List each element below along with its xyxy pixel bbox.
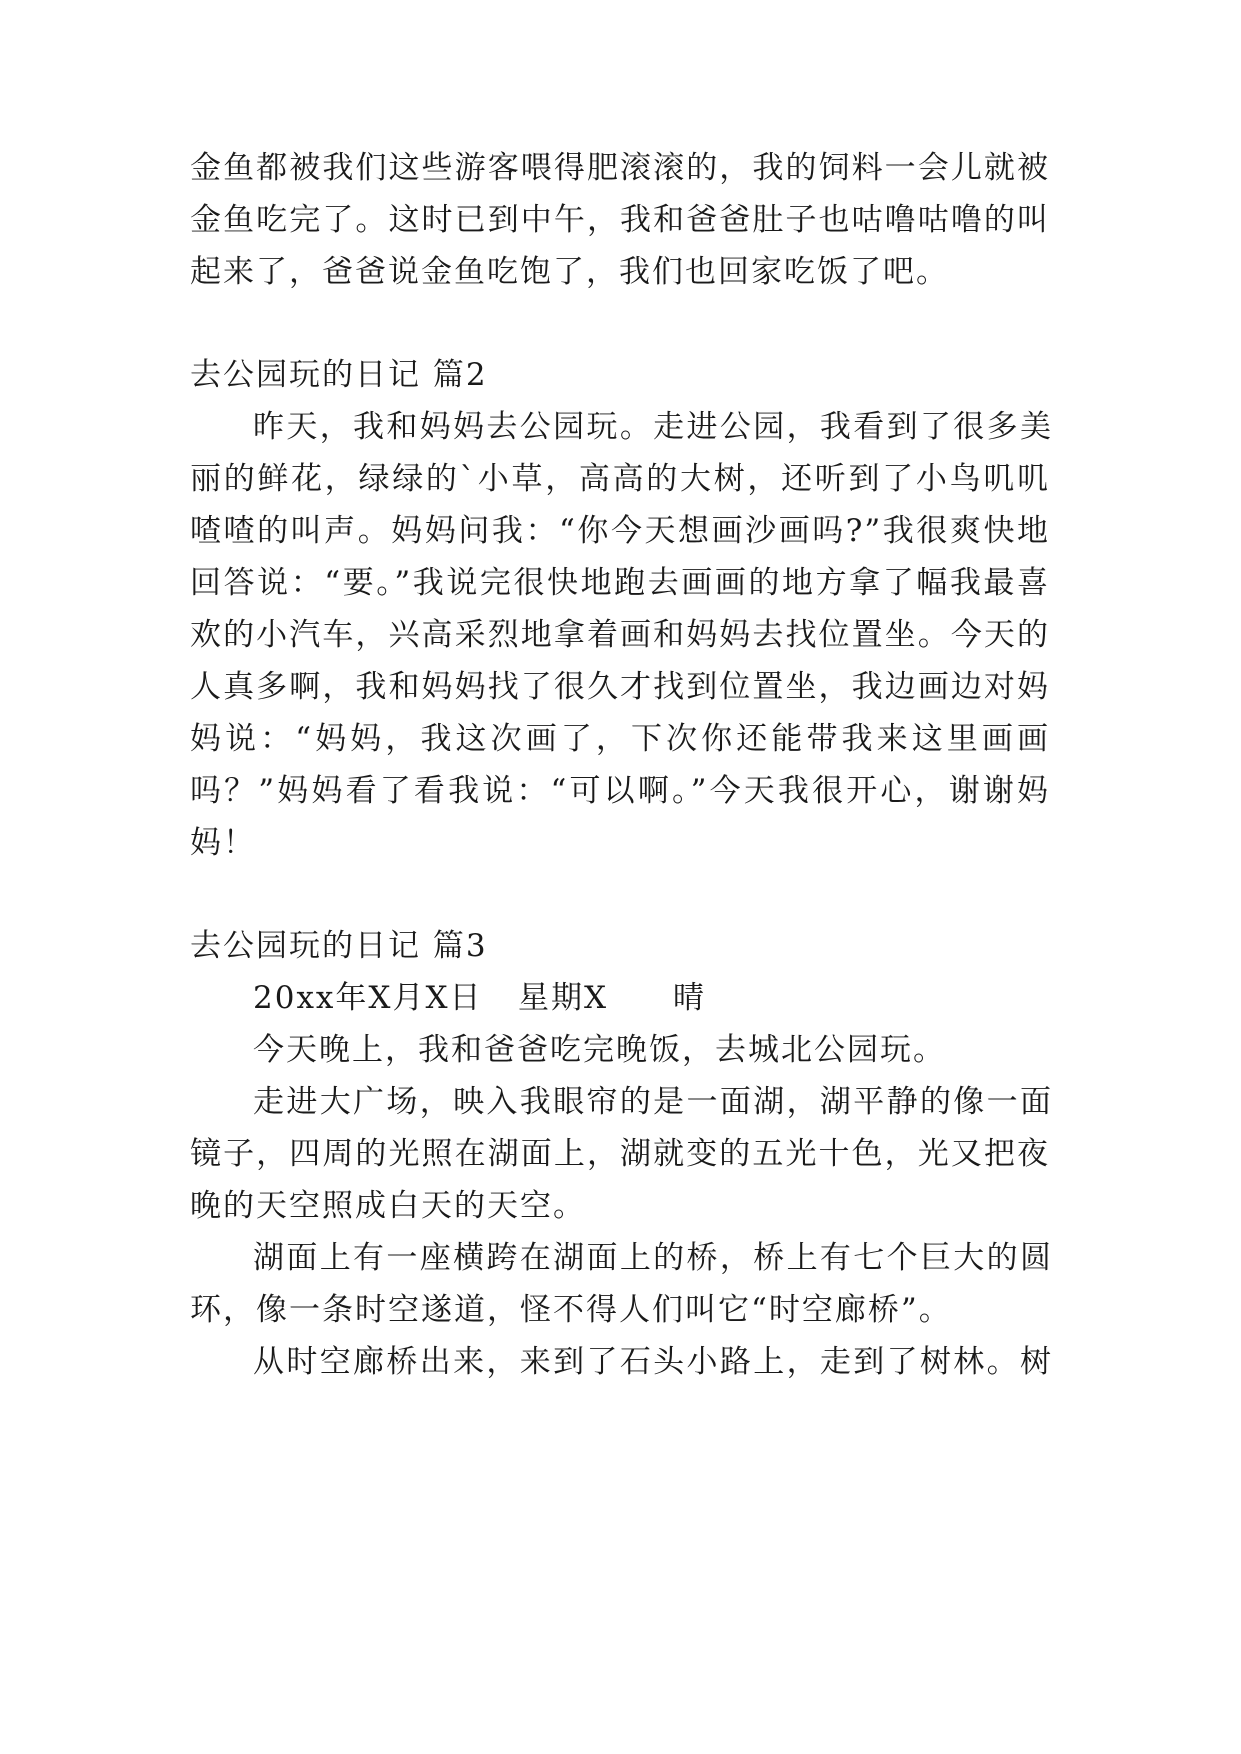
date-line [253, 978, 1053, 1018]
weather-text: 晴 [673, 980, 706, 1016]
paragraph-line: 金鱼吃完了。这时已到中午，我和爸爸肚子也咕噜咕噜的叫 [190, 202, 1050, 238]
paragraph-line: 晚的天空照成白天的天空。 [190, 1188, 586, 1224]
paragraph-line: 从时空廊桥出来，来到了石头小路上，走到了树林。树 [253, 1344, 1053, 1380]
paragraph-line: 金鱼都被我们这些游客喂得肥滚滚的，我的饲料一会儿就被 [190, 150, 1050, 186]
paragraph-line: 妈说：“妈妈，我这次画了，下次你还能带我来这里画画 [190, 721, 1050, 757]
paragraph-line: 今天晚上，我和爸爸吃完晚饭，去城北公园玩。 [253, 1032, 946, 1068]
paragraph-line: 妈！ [190, 825, 256, 861]
paragraph-line: 走进大广场，映入我眼帘的是一面湖，湖平静的像一面 [253, 1084, 1053, 1120]
paragraph-line: 吗？”妈妈看了看我说：“可以啊。”今天我很开心，谢谢妈 [190, 773, 1050, 809]
paragraph-line: 欢的小汽车，兴高采烈地拿着画和妈妈去找位置坐。今天的 [190, 617, 1050, 653]
paragraph-line: 昨天，我和妈妈去公园玩。走进公园，我看到了很多美 [253, 409, 1053, 445]
paragraph-line: 丽的鲜花，绿绿的`小草，高高的大树，还听到了小鸟叽叽 [190, 461, 1050, 497]
paragraph-line: 人真多啊，我和妈妈找了很久才找到位置坐，我边画边对妈 [190, 669, 1050, 705]
paragraph-line: 回答说：“要。”我说完很快地跑去画画的地方拿了幅我最喜 [190, 565, 1050, 601]
weekday-text: 星期X [518, 980, 609, 1016]
date-text: 20xx年X月X日 [253, 980, 483, 1016]
paragraph-line: 起来了，爸爸说金鱼吃饱了，我们也回家吃饭了吧。 [190, 254, 949, 290]
paragraph-line: 环，像一条时空遂道，怪不得人们叫它“时空廊桥”。 [190, 1292, 952, 1328]
section-heading: 去公园玩的日记 篇3 [190, 928, 488, 964]
paragraph-line: 湖面上有一座横跨在湖面上的桥，桥上有七个巨大的圆 [253, 1240, 1053, 1276]
paragraph-line: 喳喳的叫声。妈妈问我：“你今天想画沙画吗?”我很爽快地 [190, 513, 1050, 549]
section-heading: 去公园玩的日记 篇2 [190, 357, 488, 393]
paragraph-line: 镜子，四周的光照在湖面上，湖就变的五光十色，光又把夜 [190, 1136, 1050, 1172]
